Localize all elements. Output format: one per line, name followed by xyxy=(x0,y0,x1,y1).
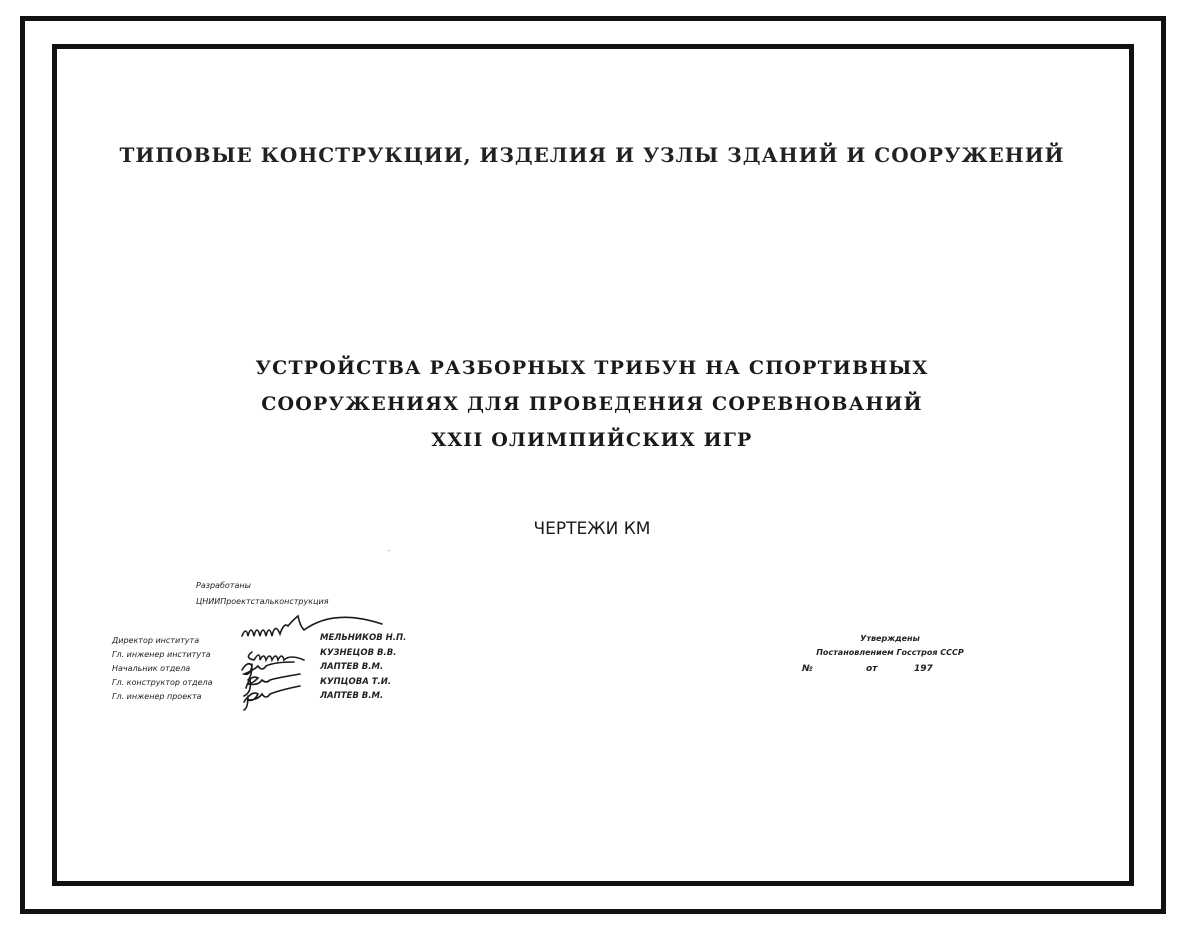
inner-frame xyxy=(52,44,1134,886)
developed-by-block xyxy=(196,578,329,610)
drawings-label: ЧЕРТЕЖИ КМ xyxy=(533,519,651,539)
position-department-head: Начальник отдела xyxy=(112,664,191,673)
document-title xyxy=(0,350,1184,458)
signature-3 xyxy=(242,662,294,680)
approval-title: Утверждены xyxy=(860,634,920,643)
approval-block xyxy=(800,632,980,676)
title-line-3: XXII ОЛИМПИЙСКИХ ИГР xyxy=(431,429,753,451)
position-director: Директор института xyxy=(112,636,200,645)
approval-authority: Постановлением Госстроя СССР xyxy=(816,648,964,657)
name-chief-engineer: КУЗНЕЦОВ В.В. xyxy=(320,647,397,658)
developer-organization: ЦНИИПроектстальконструкция xyxy=(196,597,329,606)
name-department-head: ЛАПТЕВ В.М. xyxy=(320,662,384,672)
signature-5 xyxy=(244,686,300,710)
position-chief-engineer: Гл. инженер института xyxy=(112,650,211,659)
name-project-engineer: ЛАПТЕВ В.М. xyxy=(320,691,384,701)
staff-names xyxy=(320,631,406,704)
developed-label: Разработаны xyxy=(196,581,251,590)
name-chief-designer: КУПЦОВА Т.И. xyxy=(320,676,392,687)
approval-date-label: от xyxy=(866,664,878,674)
approval-number-row xyxy=(800,660,980,676)
approval-year: 197 xyxy=(914,664,933,674)
series-title: ТИПОВЫЕ КОНСТРУКЦИИ, ИЗДЕЛИЯ И УЗЛЫ ЗДАНИЙ И СООРУЖЕНИЙ xyxy=(119,143,1065,167)
position-project-engineer: Гл. инженер проекта xyxy=(112,692,202,701)
name-director: МЕЛЬНИКОВ Н.П. xyxy=(320,633,407,643)
title-line-2: СООРУЖЕНИЯХ ДЛЯ ПРОВЕДЕНИЯ СОРЕВНОВАНИЙ xyxy=(261,393,923,415)
signature-2 xyxy=(248,652,304,660)
staff-positions xyxy=(112,634,213,704)
position-chief-designer: Гл. конструктор отдела xyxy=(112,678,213,687)
title-line-1: УСТРОЙСТВА РАЗБОРНЫХ ТРИБУН НА СПОРТИВНЫХ xyxy=(255,357,929,379)
approval-number-label: № xyxy=(802,664,813,674)
scan-speck xyxy=(388,550,390,551)
